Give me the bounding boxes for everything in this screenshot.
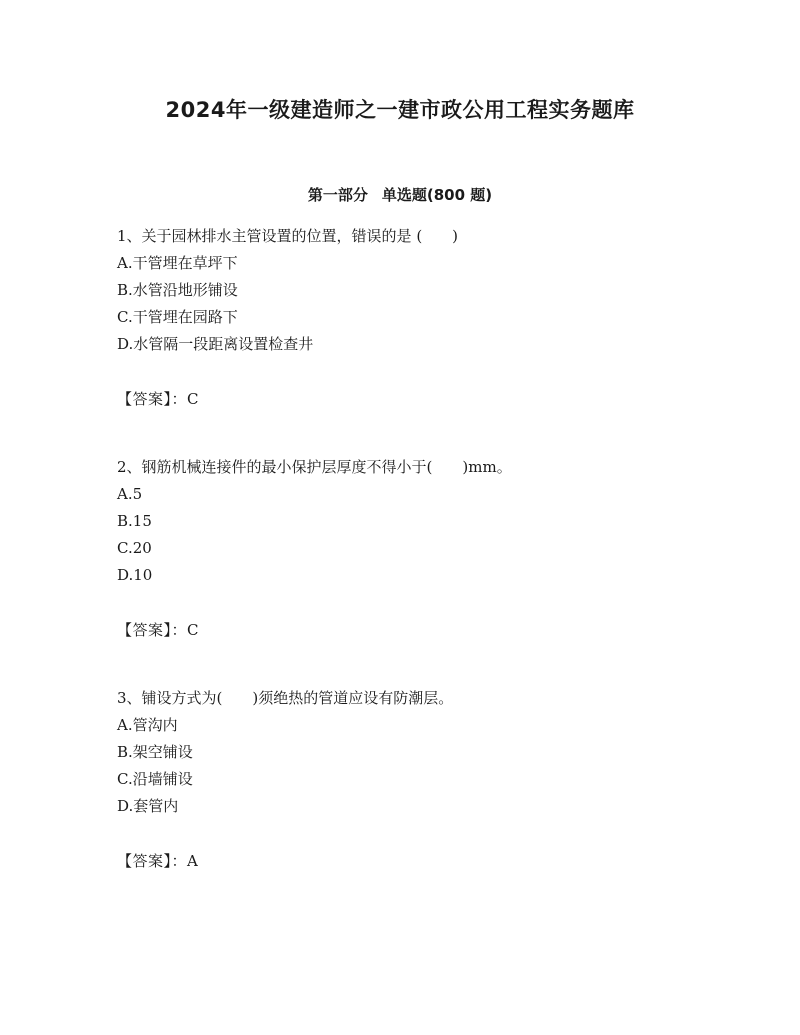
question-stem: 1、关于园林排水主管设置的位置，错误的是 ( ): [117, 227, 459, 245]
option-c: C.沿墙铺设: [117, 770, 193, 788]
question-stem: 2、钢筋机械连接件的最小保护层厚度不得小于( )mm。: [117, 458, 512, 476]
option-b: B.15: [117, 512, 152, 530]
answer-value: C: [187, 390, 199, 408]
section-part-label: 第一部分: [307, 186, 368, 204]
option-c: C.干管埋在园路下: [117, 308, 238, 326]
answer-line: [117, 618, 199, 642]
answer-value: A: [187, 852, 199, 870]
option-a: A.干管埋在草坪下: [117, 254, 238, 272]
answer-label: 【答案】：: [117, 390, 188, 408]
option-d: D.10: [117, 566, 153, 584]
answer-value: C: [187, 621, 199, 639]
option-d: D.套管内: [117, 797, 179, 815]
option-a: A.管沟内: [117, 716, 178, 734]
option-b: B.水管沿地形铺设: [117, 281, 238, 299]
section-type-label: 单选题(800 题): [381, 186, 493, 204]
document-title: 2024年一级建造师之一建市政公用工程实务题库: [165, 98, 635, 122]
option-c: C.20: [117, 539, 152, 557]
option-a: A.5: [117, 485, 143, 503]
answer-line: [117, 849, 198, 873]
option-d: D.水管隔一段距离设置检查井: [117, 335, 314, 353]
option-b: B.架空铺设: [117, 743, 193, 761]
section-heading: [0, 183, 800, 207]
answer-line: [117, 387, 199, 411]
answer-label: 【答案】：: [117, 852, 188, 870]
answer-label: 【答案】：: [117, 621, 188, 639]
question-stem: 3、铺设方式为( )须绝热的管道应设有防潮层。: [117, 689, 454, 707]
